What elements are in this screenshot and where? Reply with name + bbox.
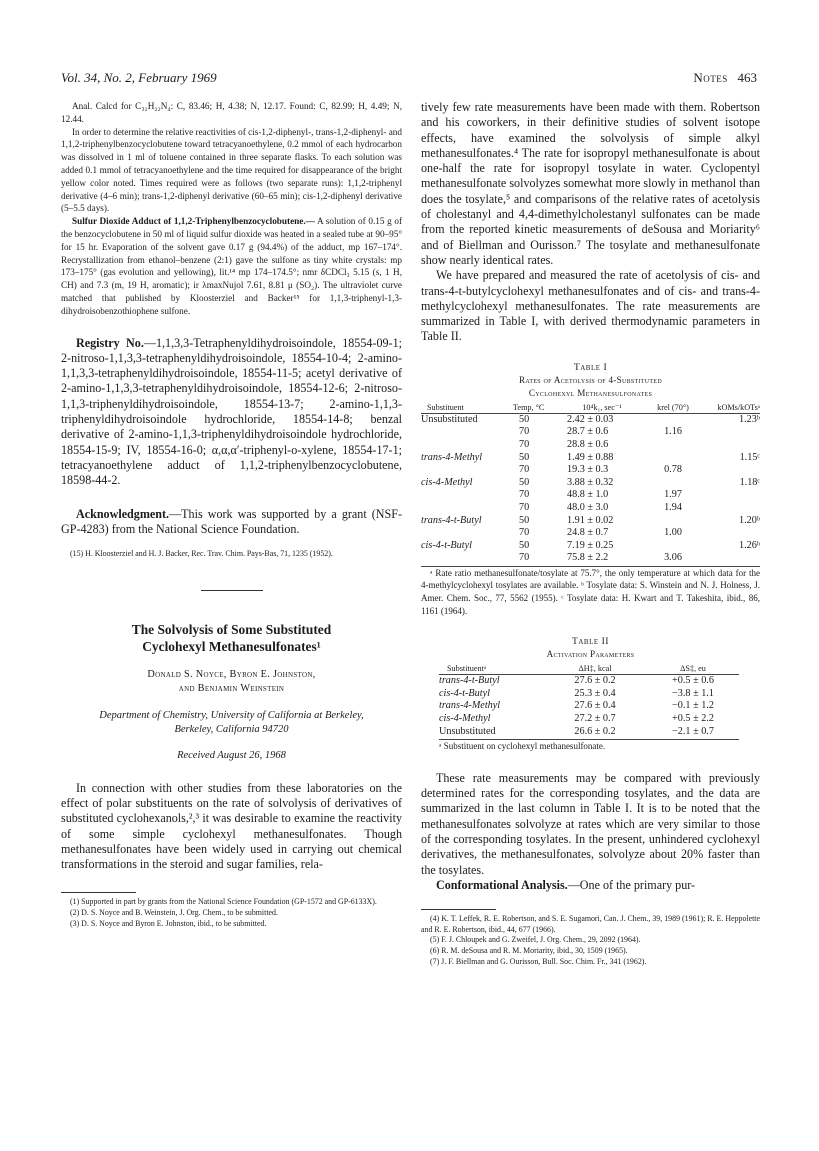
t1-cell bbox=[647, 477, 699, 490]
registry-text: —1,1,3,3-Tetraphenyldihydroisoindole, 18554-09-1; 2-nitroso-1,1,3,3-tetraphenyldihydroisoindole, 18554-10-4; 2-amino-1,1,3,3-tetraphenyldihydroisoindole, 18554-11-5; acetyl derivative of 2-amino-1,1,3,3-tetraphenyldihydroisoindole, 18554-12-6; 2-nitroso-1,1,3-triphenyldihydroisoindole, 18554-13-7; 2-amino-1,1,3-triphenyldihydroisoindole hydrochloride, 18554-14-8; benzal derivative of 2-amino-1,1,3-triphenyldihydroisoindole hydrochloride, 18554-15-9; IV, 18554-16-0; α,α,α′-triphenyl-o-xylene, 18554-17-1; tetracyanoethylene adduct of 1,1,2-triphenylbenzocyclobutene, 18598-44-2. bbox=[61, 335, 402, 488]
t1-cell: 0.78 bbox=[664, 464, 682, 476]
t2-cell: −2.1 ± 0.7 bbox=[672, 725, 714, 737]
t1-cell bbox=[699, 439, 760, 452]
sulfur-dioxide-text: A solution of 0.15 g of the benzocyclobutene in 50 ml of liquid sulfur dioxide was heated in a sealed tube at 90–95° for 15 hr. Evaporation of the solvent gave 0.17 g (94.4%) of the adduct, mp 167–174°. Recrystallization from ethanol–benzene (2:1) gave the sulfone as tiny white crystals: mp 173–175° (gas evolution and yellowing), lit.¹⁴ mp 174–174.5°; nmr δCDCl₃ 5.15 (s, 1 H, CH) and 7.3 (m, 19 H, aromatic); ir λmaxNujol 7.61, 8.81 μ (SO₂). The ultraviolet curve matched that published by Kloosterziel and Backer¹⁵ for 1,1,3-triphenyl-1,3-dihydroisobenzothiophene sulfone. bbox=[61, 216, 403, 316]
affiliation-line1: Department of Chemistry, University of California at Berkeley, bbox=[99, 709, 364, 721]
table-1-footnote: ᵃ Rate ratio methanesulfonate/tosylate at 75.7°, the only temperature at which data for the 4-methylcyclohexyl tosylates are available. ᵇ Tosylate data: S. Winstein and N. J. Holness, J. Amer. Chem. Soc., 77, 5562 (1955). ᶜ Tosylate data: H. Kwart and T. Takeshita, ibid., 86, 1161 (1964). bbox=[421, 567, 760, 616]
t1-cell bbox=[699, 489, 760, 502]
t1-cell bbox=[699, 502, 760, 515]
section-divider bbox=[201, 590, 263, 591]
t1-cell: 28.8 ± 0.6 bbox=[567, 438, 609, 450]
t1-cell bbox=[421, 527, 513, 540]
registry-section bbox=[61, 336, 402, 489]
t2-cell: cis-4-t-Butyl bbox=[439, 687, 490, 699]
footnote-15 bbox=[61, 549, 402, 560]
t1-row bbox=[421, 413, 760, 426]
t1-cell bbox=[421, 552, 513, 565]
t1-row bbox=[421, 426, 760, 439]
journal-citation: Vol. 34, No. 2, February 1969 bbox=[61, 70, 217, 85]
affiliation-line2: Berkeley, California 94720 bbox=[174, 723, 289, 735]
t1-cell: 70 bbox=[519, 501, 530, 513]
t1-cell: trans-4-t-Butyl bbox=[421, 514, 482, 526]
intro-paragraph: In connection with other studies from these laboratories on the effect of polar substituents on the rate of solvolysis of derivatives of substituted cyclohexanols,²,³ it was desirable to examine the reactivity of some simple cyclohexyl methanesulfonates. Though methanesulfonates have been widely used in carrying out chemical transformations in the steroid and sugar families, rela- bbox=[61, 780, 402, 872]
t1-cell: 1.00 bbox=[664, 527, 682, 539]
t2-row bbox=[439, 675, 739, 688]
table-2-caption bbox=[421, 635, 760, 648]
table-2-header-entropy: ΔS‡, eu bbox=[680, 664, 706, 674]
t1-row bbox=[421, 489, 760, 502]
right-footnote-rule bbox=[421, 909, 496, 910]
t1-cell: 1.49 ± 0.88 bbox=[567, 451, 614, 463]
t1-cell: 1.94 bbox=[664, 501, 682, 513]
conformational-paragraph bbox=[421, 878, 760, 893]
table-1-notes bbox=[421, 567, 760, 617]
t1-row bbox=[421, 477, 760, 490]
conformational-text: —One of the primary pur- bbox=[567, 877, 696, 892]
t1-cell: 50 bbox=[519, 451, 530, 463]
t2-row bbox=[439, 700, 739, 713]
article-title-line2: Cyclohexyl Methanesulfonates¹ bbox=[142, 639, 321, 655]
left-column bbox=[61, 100, 402, 929]
t2-row bbox=[439, 726, 739, 739]
t1-row bbox=[421, 464, 760, 477]
right-footnotes bbox=[421, 914, 760, 967]
t2-cell: 27.6 ± 0.2 bbox=[574, 675, 616, 687]
t1-cell bbox=[421, 426, 513, 439]
sulfur-dioxide-paragraph bbox=[61, 215, 402, 317]
reference-15: (15) H. Kloosterziel and H. J. Backer, Rec. Trav. Chim. Pays-Bas, 71, 1235 (1952). bbox=[70, 549, 333, 559]
t1-cell: 70 bbox=[519, 527, 530, 539]
footnote-2: (2) D. S. Noyce and B. Weinstein, J. Org. Chem., to be submitted. bbox=[70, 908, 278, 918]
t1-cell: 2.42 ± 0.03 bbox=[567, 413, 614, 425]
table-2-subtitle: Activation Parameters bbox=[546, 649, 635, 660]
t1-cell bbox=[421, 489, 513, 502]
t2-cell: 27.2 ± 0.7 bbox=[574, 713, 616, 725]
right-column bbox=[421, 100, 760, 967]
experimental-section bbox=[61, 100, 402, 318]
t1-cell: 1.20ᵇ bbox=[739, 514, 760, 526]
t1-cell: 50 bbox=[519, 413, 530, 425]
table-1-subtitle-1: Rates of Acetolysis of 4-Substituted bbox=[519, 374, 662, 385]
t1-cell bbox=[421, 439, 513, 452]
t2-cell: trans-4-Methyl bbox=[439, 700, 501, 712]
t2-cell: 26.6 ± 0.2 bbox=[574, 725, 616, 737]
sulfur-dioxide-heading: Sulfur Dioxide Adduct of 1,1,2-Triphenylbenzocyclobutene.— bbox=[72, 216, 315, 227]
acknowledgment-text: —This work was supported by a grant (NSF-GP-4283) from the National Science Foundation. bbox=[61, 506, 402, 536]
t1-cell: 50 bbox=[519, 539, 530, 551]
t1-cell: trans-4-Methyl bbox=[421, 451, 483, 463]
table-2-notes bbox=[439, 740, 760, 753]
table-1-grid bbox=[421, 403, 760, 565]
t1-cell: 3.06 bbox=[664, 552, 682, 564]
t1-cell: 1.18ᶜ bbox=[739, 476, 760, 488]
t1-cell: 28.7 ± 0.6 bbox=[567, 426, 609, 438]
article-authors-line2: and Benjamin Weinstein bbox=[178, 683, 285, 695]
t2-cell: +0.5 ± 0.6 bbox=[672, 675, 714, 687]
t1-cell bbox=[699, 426, 760, 439]
table-1-header-substituent: Substituent bbox=[427, 402, 464, 412]
table-1-caption bbox=[421, 361, 760, 374]
t2-cell: cis-4-Methyl bbox=[439, 713, 491, 725]
registry-label: Registry No. bbox=[76, 335, 144, 350]
t2-row bbox=[439, 688, 739, 701]
footnote-1: (1) Supported in part by grants from the National Science Foundation (GP-1572 and GP-6133X). bbox=[70, 897, 377, 907]
t1-cell: 7.19 ± 0.25 bbox=[567, 539, 614, 551]
t1-cell bbox=[647, 515, 699, 528]
conformational-heading: Conformational Analysis. bbox=[436, 877, 568, 892]
t1-row bbox=[421, 527, 760, 540]
registry-paragraph bbox=[61, 336, 402, 489]
table-1-header-temp: Temp, °C bbox=[513, 402, 545, 412]
t1-cell: Unsubstituted bbox=[421, 413, 478, 425]
article-heading bbox=[61, 621, 402, 763]
table-1-header-rate: 10⁴k₁, sec⁻¹ bbox=[582, 402, 622, 412]
t1-cell: 1.23ᵇ bbox=[739, 413, 760, 425]
t1-cell bbox=[699, 527, 760, 540]
t1-cell: 70 bbox=[519, 464, 530, 476]
t1-cell: 48.0 ± 3.0 bbox=[567, 501, 609, 513]
footnote-4: (4) K. T. Leffek, R. E. Robertson, and S. E. Sugamori, Can. J. Chem., 39, 1989 (1961); R. E. Heppolette and R. E. Robertson, ibid., 44, 677 (1966). bbox=[421, 914, 760, 934]
footnote-3: (3) D. S. Noyce and Byron E. Johnston, ibid., to be submitted. bbox=[70, 918, 267, 928]
footnote-6: (6) R. M. deSousa and R. M. Moriarity, ibid., 30, 1509 (1965). bbox=[430, 945, 628, 955]
t1-cell: cis-4-Methyl bbox=[421, 476, 473, 488]
t1-cell: 1.26ᵇ bbox=[739, 539, 760, 551]
table-1-label: Table I bbox=[573, 361, 608, 373]
t2-cell: 27.6 ± 0.4 bbox=[574, 700, 616, 712]
table-2-header-enthalpy: ΔH‡, kcal bbox=[578, 664, 612, 674]
table-1-subtitle-2: Cyclohexyl Methanesulfonates bbox=[528, 387, 653, 398]
t1-cell bbox=[647, 540, 699, 553]
comparison-paragraph: These rate measurements may be compared with previously determined rates for the corresponding tosylates, and the data are summarized in the last column in Table I. It is to be noted that the methanesulfonates solvolyze at rates which are very similar to those of the corresponding tosylates. In the present, unhindered cyclohexyl derivatives, the methanesulfonates, solvolyze about 20% faster than the tosylates. bbox=[421, 770, 760, 877]
t1-cell: 50 bbox=[519, 514, 530, 526]
article-title-line1: The Solvolysis of Some Substituted bbox=[131, 621, 332, 637]
t1-cell: 70 bbox=[519, 489, 530, 501]
t2-cell: +0.5 ± 2.2 bbox=[672, 713, 714, 725]
article-introduction bbox=[61, 781, 402, 873]
table-2-footnote: ᵃ Substituent on cyclohexyl methanesulfonate. bbox=[439, 741, 606, 752]
left-footnotes bbox=[61, 897, 402, 929]
table-1-header-ratio: kOMs/kOTsᵃ bbox=[717, 402, 760, 412]
t1-cell bbox=[421, 464, 513, 477]
t1-cell: 70 bbox=[519, 552, 530, 564]
reactivity-paragraph: In order to determine the relative reactivities of cis-1,2-diphenyl-, trans-1,2-diphenyl- and 1,1,2-triphenylbenzocyclobutene toward tetracyanoethylene, 0.2 mmol of each hydrocarbon was dissolved in 1 ml of toluene contained in three separate flasks. To each solution was added 0.1 mmol of tetracyanoethylene and the time required for disappearance of the bright yellow color noted. Times required were as follows (two separate runs): 1,1,2-triphenyl derivative (4–6 min); trans-1,2-diphenyl derivative (60–65 min); cis-1,2-diphenyl derivative (5–5.5 days). bbox=[61, 126, 402, 214]
t1-cell: 70 bbox=[519, 438, 530, 450]
t1-cell bbox=[647, 452, 699, 465]
table-2-header-substituent: Substituentᵃ bbox=[447, 664, 487, 674]
table-2-grid bbox=[439, 664, 739, 738]
t2-cell: −0.1 ± 1.2 bbox=[672, 700, 714, 712]
table-2-label: Table II bbox=[571, 636, 610, 648]
table-1 bbox=[421, 361, 760, 618]
footnote-7: (7) J. F. Biellman and G. Ourisson, Bull. Soc. Chim. Fr., 341 (1962). bbox=[430, 956, 647, 966]
t1-cell bbox=[699, 464, 760, 477]
t1-row bbox=[421, 452, 760, 465]
right-intro-section bbox=[421, 100, 760, 345]
t1-cell: 19.3 ± 0.3 bbox=[567, 464, 609, 476]
t2-row bbox=[439, 713, 739, 726]
t1-cell: 1.91 ± 0.02 bbox=[567, 514, 614, 526]
t1-cell: 1.16 bbox=[664, 426, 682, 438]
t1-cell bbox=[421, 502, 513, 515]
comparison-section bbox=[421, 771, 760, 893]
t2-cell: 25.3 ± 0.4 bbox=[574, 687, 616, 699]
footnote-5: (5) F. J. Chloupek and G. Zweifel, J. Org. Chem., 29, 2092 (1964). bbox=[430, 935, 641, 945]
t2-cell: Unsubstituted bbox=[439, 725, 496, 737]
t1-row bbox=[421, 540, 760, 553]
t1-cell: cis-4-t-Butyl bbox=[421, 539, 472, 551]
acknowledgment-label: Acknowledgment. bbox=[76, 506, 170, 521]
t1-cell: 1.97 bbox=[664, 489, 682, 501]
acknowledgment-paragraph bbox=[61, 507, 402, 538]
continuation-paragraph: tively few rate measurements have been made with them. Robertson and his coworkers, in their definitive studies of solvent isotope effects, have examined the solvolysis of simple alkyl methanesulfonates.⁴ The rate for isopropyl methanesulfonate is about one-half the rate for isopropyl tosylate in water. Cyclopentyl methanesulfonate solvolyzes somewhat more slowly in methanol than does the tosylate,⁵ and comparisons of the relative rates of acetolysis of cholestanyl and 4,4-dimethylcholestanyl sulfonates can be made from the reported kinetic measurements of deSousa and Moriarity⁶ and of Biellman and Ourisson.⁷ The tosylate and methanesulfonate show nearly identical rates. bbox=[421, 100, 760, 267]
t1-cell bbox=[699, 552, 760, 565]
t1-row bbox=[421, 552, 760, 565]
t1-cell: 75.8 ± 2.2 bbox=[567, 552, 609, 564]
t2-cell: −3.8 ± 1.1 bbox=[672, 687, 714, 699]
t1-cell: 1.15ᶜ bbox=[739, 451, 760, 463]
t1-cell bbox=[647, 439, 699, 452]
t2-cell: trans-4-t-Butyl bbox=[439, 675, 500, 687]
article-authors-line1: Donald S. Noyce, Byron E. Johnston, bbox=[147, 668, 316, 680]
section-name: Notes bbox=[693, 70, 728, 85]
page-number: 463 bbox=[737, 70, 757, 85]
analysis-text: Anal. Calcd for C₃₂H₂₂N₄: C, 83.46; H, 4.38; N, 12.17. Found: C, 82.99; H, 4.49; N, 12.44. bbox=[61, 101, 402, 124]
table-1-body bbox=[421, 413, 760, 565]
t1-cell: 70 bbox=[519, 426, 530, 438]
t1-cell: 3.88 ± 0.32 bbox=[567, 476, 614, 488]
running-header bbox=[61, 70, 757, 88]
table-2-body bbox=[439, 675, 739, 738]
t1-cell: 24.8 ± 0.7 bbox=[567, 527, 609, 539]
received-date: Received August 26, 1968 bbox=[177, 749, 286, 761]
table-1-header-krel: krel (70°) bbox=[657, 402, 689, 412]
t1-row bbox=[421, 439, 760, 452]
t1-row bbox=[421, 502, 760, 515]
table-2 bbox=[421, 635, 760, 753]
footnote-rule bbox=[61, 892, 136, 893]
preparation-paragraph: We have prepared and measured the rate of acetolysis of cis- and trans-4-t-butylcyclohexyl methanesulfonates and of cis- and trans-4-methylcyclohexyl methanesulfonates. The rate measurements are summarized in Table I, with derived thermodynamic parameters in Table II. bbox=[421, 268, 760, 344]
t1-cell bbox=[647, 413, 699, 426]
t1-row bbox=[421, 515, 760, 528]
acknowledgment-section bbox=[61, 507, 402, 538]
t1-cell: 50 bbox=[519, 476, 530, 488]
section-page bbox=[693, 70, 757, 86]
t1-cell: 48.8 ± 1.0 bbox=[567, 489, 609, 501]
